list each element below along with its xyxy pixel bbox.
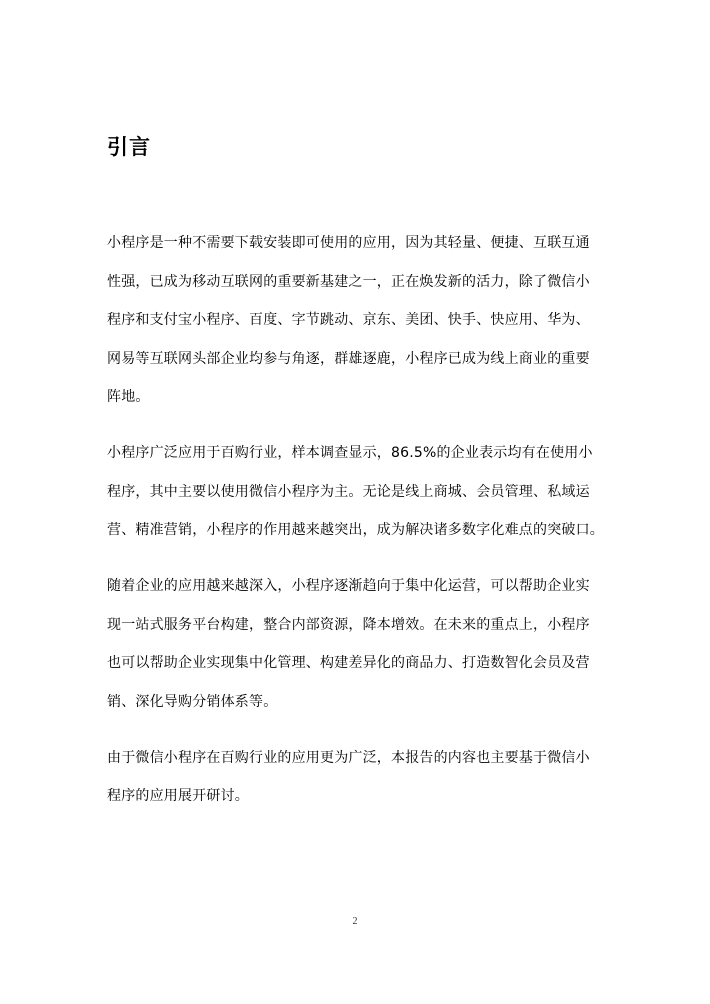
paragraph-3-line-2: 现一站式服务平台构建，整合内部资源，降本增效。在未来的重点上，小程序 bbox=[107, 616, 590, 633]
paragraph-usage bbox=[107, 434, 627, 550]
paragraph-3-line-1: 随着企业的应用越来越深入，小程序逐渐趋向于集中化运营，可以帮助企业实 bbox=[107, 578, 590, 594]
paragraph-scope bbox=[107, 739, 627, 816]
paragraph-1-line-1: 小程序是一种不需要下载安装即可使用的应用，因为其轻量、便捷、互联互通 bbox=[107, 235, 590, 251]
body-text bbox=[107, 224, 627, 833]
paragraph-1-line-3: 程序和支付宝小程序、百度、字节跳动、京东、美团、快手、快应用、华为、 bbox=[107, 312, 590, 328]
paragraph-4-line-2: 程序的应用展开研讨。 bbox=[107, 788, 249, 804]
paragraph-1-line-4: 网易等互联网头部企业均参与角逐，群雄逐鹿，小程序已成为线上商业的重要 bbox=[107, 350, 590, 367]
page-number: 2 bbox=[352, 916, 358, 927]
paragraph-1-line-2: 性强，已成为移动互联网的重要新基建之一，正在焕发新的活力，除了微信小 bbox=[107, 273, 590, 290]
paragraph-1-line-5: 阵地。 bbox=[107, 389, 150, 405]
paragraph-2-line-1: 小程序广泛应用于百购行业，样本调查显示，86.5%的企业表示均有在使用小 bbox=[107, 445, 593, 461]
paragraph-4-line-1: 由于微信小程序在百购行业的应用更为广泛，本报告的内容也主要基于微信小 bbox=[107, 749, 590, 766]
paragraph-2-line-2: 程序，其中主要以使用微信小程序为主。无论是线上商城、会员管理、私域运 bbox=[107, 483, 590, 500]
paragraph-3-line-3: 也可以帮助企业实现集中化管理、构建差异化的商品力、打造数智化会员及营 bbox=[107, 655, 590, 671]
paragraph-trend bbox=[107, 567, 627, 721]
paragraph-intro bbox=[107, 224, 627, 417]
paragraph-3-line-4: 销、深化导购分销体系等。 bbox=[107, 693, 278, 710]
paragraph-2-line-3: 营、精准营销，小程序的作用越来越突出，成为解决诸多数字化难点的突破口。 bbox=[107, 522, 604, 538]
section-title: 引言 bbox=[107, 135, 151, 159]
